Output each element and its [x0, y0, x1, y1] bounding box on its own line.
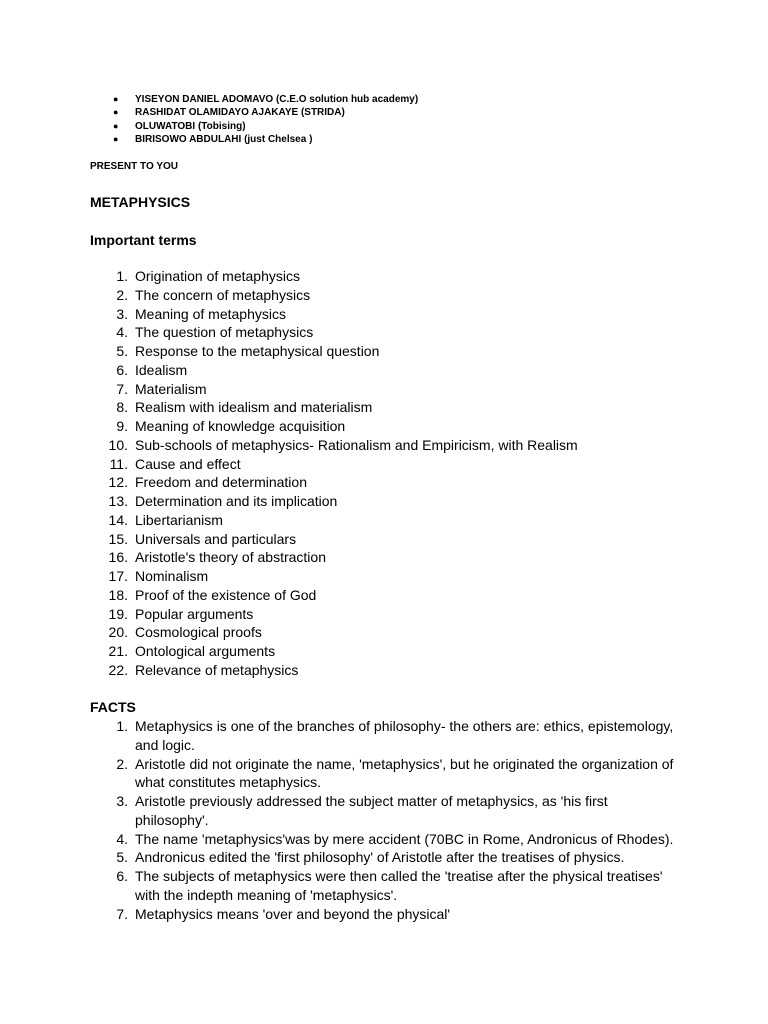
list-item: 7. Metaphysics means 'over and beyond the physical': [116, 905, 451, 922]
list-item: 13. Determination and its implication: [108, 493, 338, 509]
document-title: METAPHYSICS: [90, 194, 191, 210]
list-item: 3. Aristotle previously addressed the subject matter of metaphysics, as 'his first philosophy'.: [116, 793, 608, 828]
list-item: 4. The question of metaphysics: [116, 324, 314, 341]
presenter-item: ● OLUWATOBI (Tobising): [113, 120, 246, 132]
facts-heading: FACTS: [90, 699, 136, 715]
presenter-item: ● RASHIDAT OLAMIDAYO AJAKAYE (STRIDA): [113, 107, 345, 119]
list-item: 2. The concern of metaphysics: [116, 286, 311, 303]
list-item: 4. The name 'metaphysics'was by mere accident (70BC in Rome, Andronicus of Rhodes).: [116, 830, 674, 847]
list-item: 5. Andronicus edited the 'first philosophy' of Aristotle after the treatises of physics.: [116, 849, 625, 866]
list-item: 8. Realism with idealism and materialism: [116, 399, 373, 416]
list-item: 14. Libertarianism: [108, 511, 223, 528]
bullet-icon: ●: [113, 120, 119, 131]
list-item: 12. Freedom and determination: [108, 474, 307, 491]
bullet-icon: ●: [113, 107, 119, 118]
list-item: 20. Cosmological proofs: [108, 624, 262, 641]
list-item: 6. Idealism: [116, 361, 188, 378]
list-item: 1. Metaphysics is one of the branches of philosophy- the others are: ethics, epistemology, and logic.: [116, 718, 674, 753]
list-item: 9. Meaning of knowledge acquisition: [116, 418, 346, 434]
list-item: 15. Universals and particulars: [108, 530, 297, 547]
list-item: 18. Proof of the existence of God: [108, 586, 317, 603]
list-item: 3. Meaning of metaphysics: [116, 305, 286, 322]
bullet-icon: ●: [113, 94, 119, 104]
terms-list: [108, 267, 675, 680]
presenter-item: ● YISEYON DANIEL ADOMAVO (C.E.O solution hub academy): [113, 94, 419, 105]
presenter-item: ● BIRISOWO ABDULAHI (just Chelsea ): [113, 133, 313, 145]
list-item: 11. Cause and effect: [109, 455, 241, 472]
present-line: PRESENT TO YOU: [90, 161, 178, 172]
list-item: 22. Relevance of metaphysics: [108, 661, 299, 678]
list-item: 7. Materialism: [116, 380, 207, 397]
list-item: 2. Aristotle did not originate the name, 'metaphysics', but he originated the organization of what constitutes metaphysics.: [116, 755, 674, 791]
list-item: 16. Aristotle's theory of abstraction: [108, 549, 326, 566]
list-item: 17. Nominalism: [108, 568, 209, 584]
list-item: 6. The subjects of metaphysics were then called the 'treatise after the physical treatises' with the indepth meaning of 'metaphysics'.: [116, 868, 663, 903]
list-item: 19. Popular arguments: [108, 605, 254, 622]
list-item: 10. Sub-schools of metaphysics- Rationalism and Empiricism, with Realism: [108, 436, 578, 453]
list-item: 21. Ontological arguments: [108, 643, 276, 659]
facts-list: [108, 717, 675, 923]
list-item: 1. Origination of metaphysics: [116, 268, 300, 284]
list-item: 5. Response to the metaphysical question: [116, 343, 380, 359]
presenter-list: [108, 93, 418, 146]
bullet-icon: ●: [113, 133, 119, 144]
terms-heading: Important terms: [90, 232, 197, 248]
